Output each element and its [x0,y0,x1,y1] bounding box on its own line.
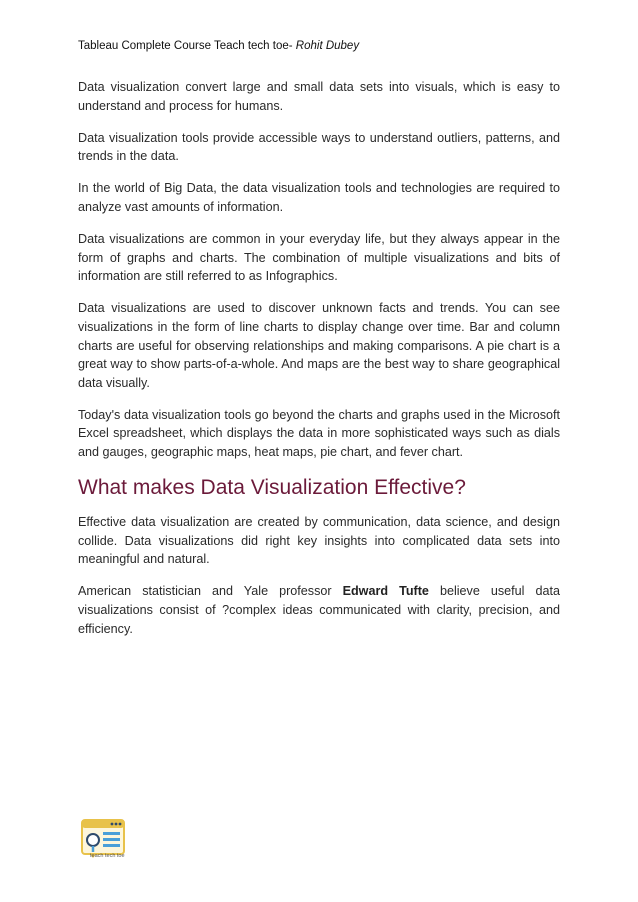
header-author: Rohit Dubey [295,40,360,52]
paragraph: Today's data visualization tools go beyond the charts and graphs used in the Microsoft Excel spreadsheet, which displays the data in more sophisticated ways such as dials and gauges, geographic maps, heat maps, pie chart, and fever chart. [78,407,560,459]
paragraph-text: American statistician and Yale professor [78,584,343,599]
paragraph-tufte [78,582,560,638]
bold-name: Edward Tufte [342,584,429,599]
paragraph-text: believe useful data visualizations consist of ?complex ideas communicated with clarity, precision, and efficiency. [78,584,560,636]
paragraph: Effective data visualization are created by communication, data science, and design collide. Data visualizations did right key insights into complicated data sets into meaningful and natural. [78,515,560,567]
paragraph: Data visualization tools provide accessible ways to understand outliers, patterns, and trends in the data. [78,130,560,164]
paragraph: Data visualizations are used to discover unknown facts and trends. You can see visualizations in the form of line charts to display change over time. Bar and column charts are useful for observing relationships and making comparisons. A pie chart is a great way to show parts-of-a-whole. And maps are the best way to share geographical data visually. [78,301,560,390]
paragraph: Data visualization convert large and small data sets into visuals, which is easy to understand and process for humans. [78,80,560,113]
paragraph: In the world of Big Data, the data visualization tools and technologies are required to analyze vast amounts of information. [78,181,560,214]
document-body [78,78,560,652]
section-heading: What makes Data Visualization Effective? [78,476,466,500]
logo-caption: teach tech toe [90,853,125,859]
page-header [78,40,359,52]
paragraph: Data visualizations are common in your everyday life, but they always appear in the form of graphs and charts. The combination of multiple visualizations and bits of information are still referred to as Infographics. [78,232,560,284]
header-course-title: Tableau Complete Course Teach tech toe- [78,40,293,52]
